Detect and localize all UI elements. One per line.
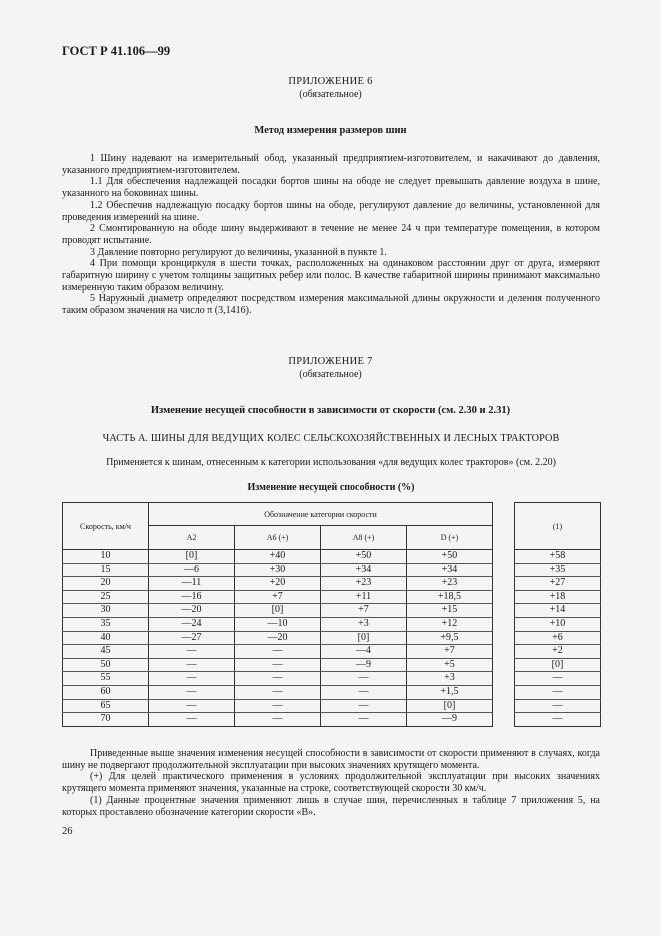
table-caption: Изменение несущей способности (%) — [247, 482, 415, 493]
speed-cell: 25 — [63, 590, 149, 604]
side-row — [515, 658, 601, 672]
appendix7-subtitle: (обязательное) — [299, 369, 362, 380]
appendix6-title: ПРИЛОЖЕНИЕ 6 — [288, 76, 373, 87]
value-cell: +1,5 — [407, 685, 493, 699]
value-cell: +34 — [407, 563, 493, 577]
value-cell: — — [321, 699, 407, 713]
value-cell: —11 — [149, 577, 235, 591]
table-row — [63, 645, 493, 659]
value-cell: +35 — [515, 563, 601, 577]
part-heading: ЧАСТЬ А. ШИНЫ ДЛЯ ВЕДУЩИХ КОЛЕС СЕЛЬСКОХОЗЯЙСТВЕННЫХ И ЛЕСНЫХ ТРАКТОРОВ — [102, 433, 560, 444]
value-cell: +58 — [515, 550, 601, 564]
note: (1) Данные процентные значения применяют лишь в случае шин, перечисленных в таблице 7 приложения 5, на которых проставлено обозначение категории скорости «B». — [62, 794, 600, 818]
value-cell: +23 — [321, 577, 407, 591]
value-cell: — — [515, 699, 601, 713]
value-cell: +7 — [235, 590, 321, 604]
value-cell: — — [235, 672, 321, 686]
side-table — [514, 502, 601, 727]
value-cell: +3 — [321, 617, 407, 631]
value-cell: — — [149, 672, 235, 686]
value-cell: — — [515, 672, 601, 686]
speed-cell: 10 — [63, 550, 149, 564]
table-row — [63, 563, 493, 577]
speed-cell: 55 — [63, 672, 149, 686]
value-cell: [0] — [149, 550, 235, 564]
value-cell: +14 — [515, 604, 601, 618]
value-cell: +20 — [235, 577, 321, 591]
side-row — [515, 604, 601, 618]
side-header: (1) — [515, 503, 601, 550]
value-cell: +15 — [407, 604, 493, 618]
value-cell: —9 — [407, 713, 493, 727]
value-cell: — — [321, 672, 407, 686]
value-cell: — — [321, 685, 407, 699]
value-cell: +10 — [515, 617, 601, 631]
appendix6-text — [62, 153, 600, 317]
table-row — [63, 685, 493, 699]
load-capacity-table — [62, 502, 493, 727]
value-cell: +30 — [235, 563, 321, 577]
value-cell: +12 — [407, 617, 493, 631]
value-cell: [0] — [235, 604, 321, 618]
value-cell: — — [321, 713, 407, 727]
side-row — [515, 631, 601, 645]
value-cell: +9,5 — [407, 631, 493, 645]
appendix6-heading: Метод измерения размеров шин — [254, 125, 407, 136]
side-row — [515, 577, 601, 591]
paragraph: 3 Давление повторно регулируют до величины, указанной в пункте 1. — [90, 246, 387, 258]
table-row — [63, 672, 493, 686]
value-cell: —20 — [235, 631, 321, 645]
value-cell: —20 — [149, 604, 235, 618]
side-row — [515, 590, 601, 604]
value-cell: +27 — [515, 577, 601, 591]
value-cell: — — [149, 699, 235, 713]
col-header: A6 (+) — [235, 526, 321, 550]
value-cell: +18,5 — [407, 590, 493, 604]
table-row — [63, 550, 493, 564]
value-cell: —4 — [321, 645, 407, 659]
side-row — [515, 685, 601, 699]
appendix7-title: ПРИЛОЖЕНИЕ 7 — [288, 356, 373, 367]
side-row — [515, 672, 601, 686]
category-header: Обозначение категории скорости — [149, 503, 493, 526]
value-cell: [0] — [515, 658, 601, 672]
value-cell: — — [149, 658, 235, 672]
side-row — [515, 713, 601, 727]
value-cell: — — [515, 713, 601, 727]
appendix7-heading: Изменение несущей способности в зависимости от скорости (см. 2.30 и 2.31) — [150, 405, 511, 416]
paragraph: 1 Шину надевают на измерительный обод, указанный предприятием-изготовителем, и накачивают до давления, указанного предприятием-изготовителем. — [62, 153, 600, 176]
speed-cell: 70 — [63, 713, 149, 727]
speed-cell: 50 — [63, 658, 149, 672]
value-cell: +3 — [407, 672, 493, 686]
document-code: ГОСТ Р 41.106—99 — [62, 44, 171, 58]
paragraph: 5 Наружный диаметр определяют посредством измерения максимальной длины окружности и деления полученного таким образом значения на число π (3,1416). — [62, 293, 600, 317]
table-row — [63, 713, 493, 727]
speed-header: Скорость, км/ч — [63, 503, 149, 550]
side-row — [515, 550, 601, 564]
value-cell: — — [149, 713, 235, 727]
value-cell: —6 — [149, 563, 235, 577]
value-cell: +23 — [407, 577, 493, 591]
col-header: A8 (+) — [321, 526, 407, 550]
speed-cell: 40 — [63, 631, 149, 645]
value-cell: — — [235, 685, 321, 699]
notes — [62, 748, 600, 818]
value-cell: +5 — [407, 658, 493, 672]
paragraph: 1.1 Для обеспечения надлежащей посадки бортов шины на ободе не следует превышать давление воздуха в шине, указанного на боковинах шины. — [62, 176, 600, 200]
value-cell: — — [149, 685, 235, 699]
value-cell: +50 — [321, 550, 407, 564]
value-cell: +7 — [321, 604, 407, 618]
speed-cell: 45 — [63, 645, 149, 659]
table-row — [63, 617, 493, 631]
value-cell: —9 — [321, 658, 407, 672]
speed-cell: 20 — [63, 577, 149, 591]
side-row — [515, 645, 601, 659]
col-header: D (+) — [407, 526, 493, 550]
value-cell: +18 — [515, 590, 601, 604]
speed-cell: 30 — [63, 604, 149, 618]
table-row — [63, 590, 493, 604]
table-row — [63, 658, 493, 672]
value-cell: — — [515, 685, 601, 699]
value-cell: — — [235, 645, 321, 659]
value-cell: — — [149, 645, 235, 659]
value-cell: — — [235, 713, 321, 727]
value-cell: +6 — [515, 631, 601, 645]
value-cell: — — [235, 658, 321, 672]
paragraph: 1.2 Обеспечив надлежащую посадку бортов шины на ободе, регулируют давление до величины, установленной для проведения измерений на шине. — [62, 199, 600, 223]
note: Приведенные выше значения изменения несущей способности в зависимости от скорости применяют в случаях, когда шину не подвергают продолжительной эксплуатации при высоких значениях крутящего момента. — [62, 748, 600, 771]
speed-cell: 65 — [63, 699, 149, 713]
value-cell: [0] — [321, 631, 407, 645]
value-cell: +40 — [235, 550, 321, 564]
value-cell: +2 — [515, 645, 601, 659]
value-cell: +11 — [321, 590, 407, 604]
speed-cell: 15 — [63, 563, 149, 577]
value-cell: +34 — [321, 563, 407, 577]
value-cell: [0] — [407, 699, 493, 713]
value-cell: —24 — [149, 617, 235, 631]
side-row — [515, 563, 601, 577]
paragraph: 4 При помощи кронциркуля в шести точках, расположенных на одинаковом расстоянии друг от друга, измеряют габаритную ширину с учетом толщины защитных ребер или полос. В качестве габаритной ширины принимают максимально измеренную таким образом величину. — [62, 258, 600, 293]
col-header: A2 — [149, 526, 235, 550]
value-cell: +50 — [407, 550, 493, 564]
table-row — [63, 577, 493, 591]
page-number: 26 — [62, 826, 73, 837]
table-body — [63, 550, 493, 727]
value-cell: —10 — [235, 617, 321, 631]
value-cell: —16 — [149, 590, 235, 604]
side-table-body — [515, 550, 601, 727]
note: (+) Для целей практического применения в условиях продолжительной эксплуатации при высоких значениях крутящего момента применяют значения, указанные на строке, соответствующей скорости 30 км/ч. — [62, 771, 600, 795]
side-row — [515, 699, 601, 713]
value-cell: — — [235, 699, 321, 713]
value-cell: —27 — [149, 631, 235, 645]
appendix6-subtitle: (обязательное) — [299, 89, 362, 100]
applies-text: Применяется к шинам, отнесенным к категории использования «для ведущих колес тракторов» (см. 2.20) — [106, 457, 556, 468]
table-row — [63, 631, 493, 645]
speed-cell: 60 — [63, 685, 149, 699]
side-row — [515, 617, 601, 631]
table-row — [63, 604, 493, 618]
table-row — [63, 699, 493, 713]
value-cell: +7 — [407, 645, 493, 659]
speed-cell: 35 — [63, 617, 149, 631]
paragraph: 2 Смонтированную на ободе шину выдерживают в течение не менее 24 ч при температуре помещения, в котором проводят испытание. — [62, 223, 600, 246]
